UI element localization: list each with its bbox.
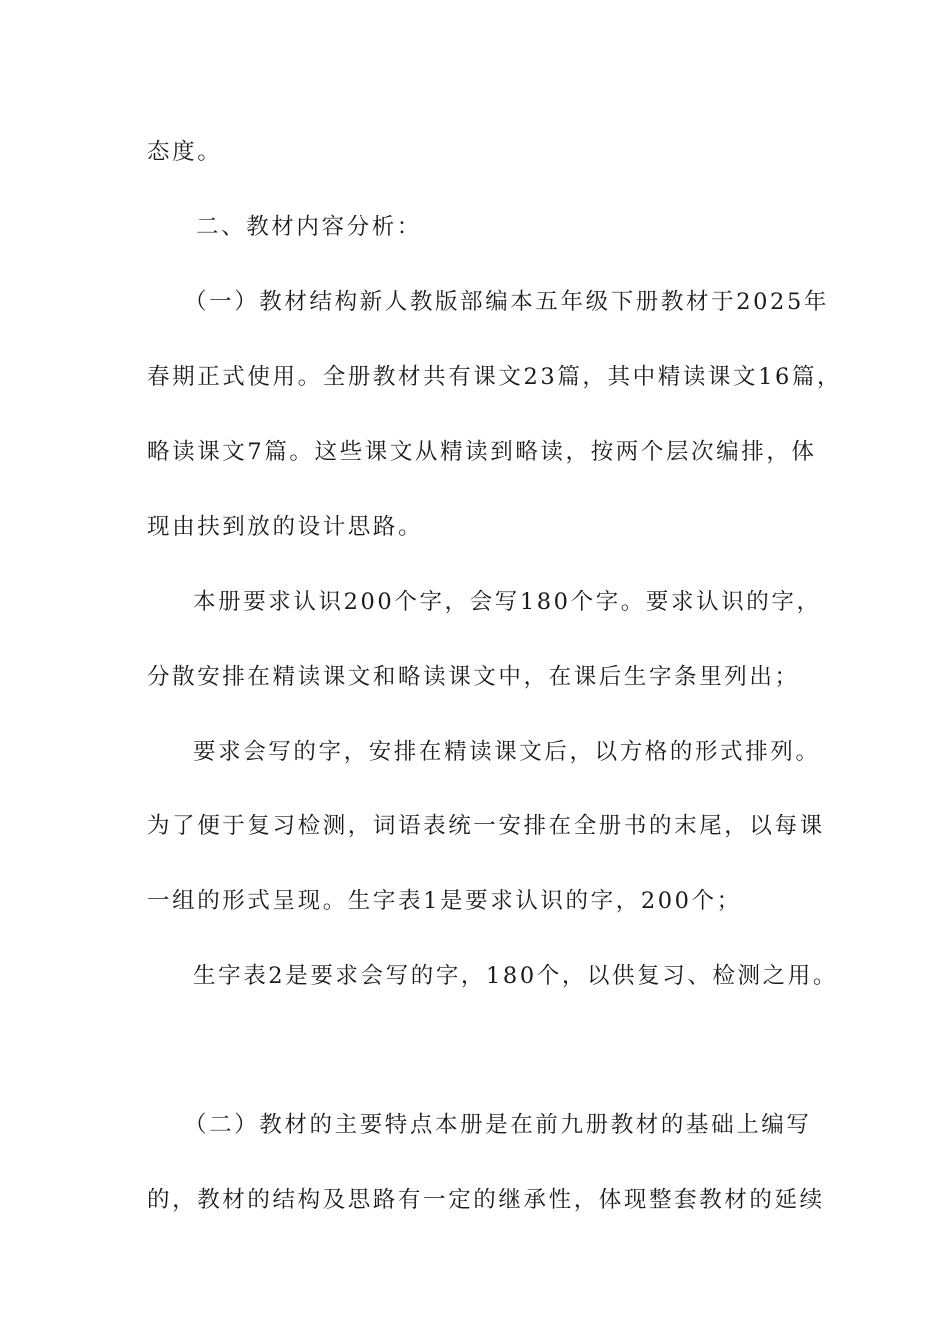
text-line: 为了便于复习检测，词语表统一安排在全册书的末尾，以每课: [147, 813, 825, 839]
paragraph-start: 生字表2是要求会写的字，180个，以供复习、检测之用。: [193, 963, 838, 989]
text-line: 春期正式使用。全册教材共有课文23篇，其中精读课文16篇，: [147, 364, 843, 390]
text-line: 略读课文7篇。这些课文从精读到略读，按两个层次编排，体: [147, 439, 817, 465]
section-heading-textbook-analysis: 二、教材内容分析：: [196, 214, 422, 240]
paragraph-start: 要求会写的字，安排在精读课文后，以方格的形式排列。: [193, 739, 821, 765]
text-line: 分散安排在精读课文和略读课文中，在课后生字条里列出；: [147, 664, 800, 690]
subsection-heading-structure: （一）教材结构新人教版部编本五年级下册教材于2025年: [184, 289, 829, 315]
text-line: 一组的形式呈现。生字表1是要求认识的字，200个；: [147, 888, 742, 914]
paragraph-start: 本册要求认识200个字，会写180个字。要求认识的字，: [193, 589, 822, 615]
text-line: 的，教材的结构及思路有一定的继承性，体现整套教材的延续: [147, 1187, 825, 1213]
subsection-heading-features: （二）教材的主要特点本册是在前九册教材的基础上编写: [184, 1112, 812, 1138]
text-line-continuation: 态度。: [147, 139, 223, 165]
text-line: 现由扶到放的设计思路。: [147, 514, 424, 540]
